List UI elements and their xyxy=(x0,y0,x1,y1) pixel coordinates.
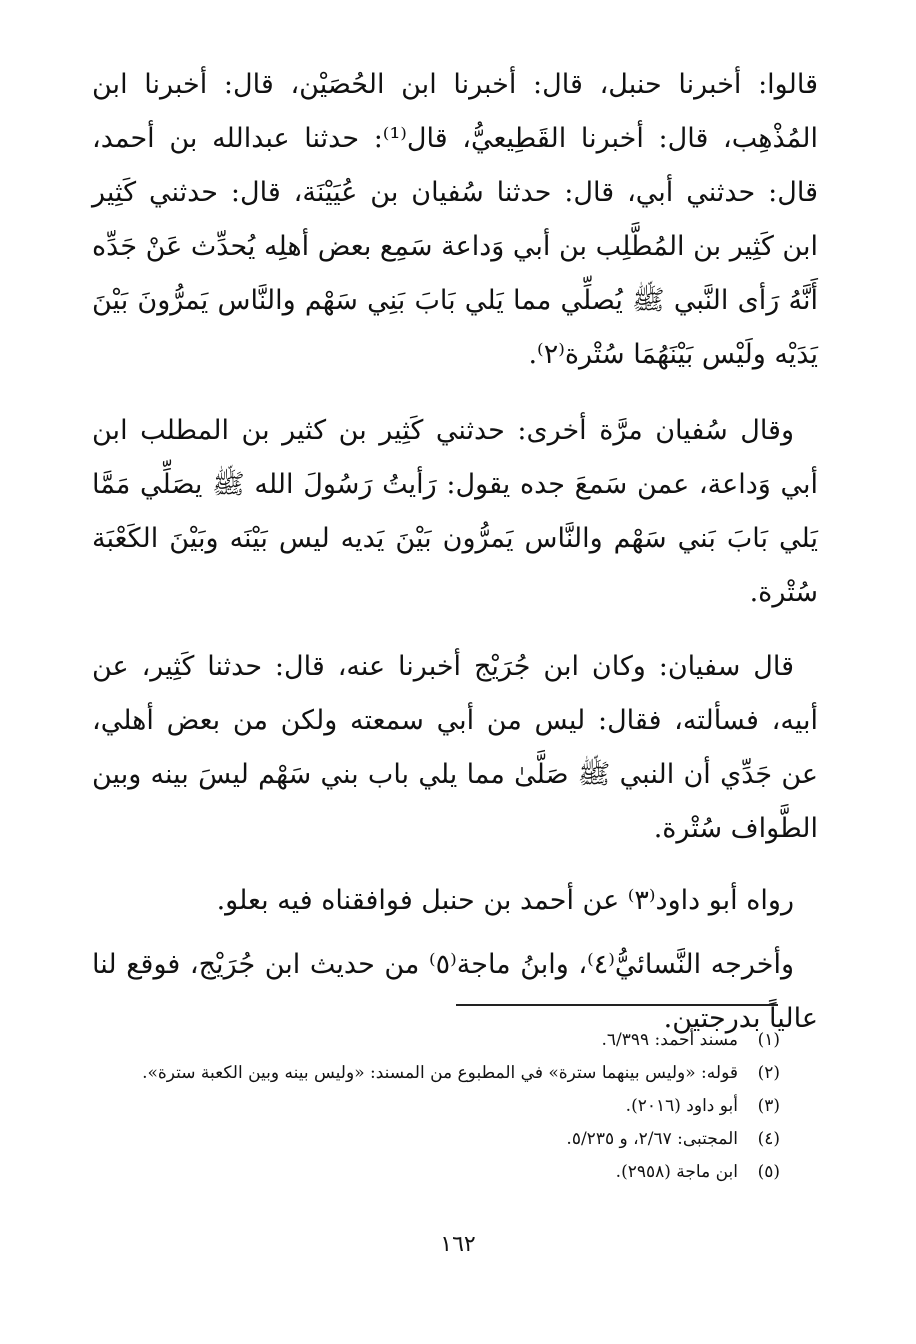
footnote-number: (٥) xyxy=(757,1162,780,1182)
footnote xyxy=(92,1156,780,1189)
paragraph-isnad: قالوا: أخبرنا حنبل، قال: أخبرنا ابن الحُصَيْن، قال: أخبرنا ابن المُذْهِب، قال: أخبرنا القَطِيعيُّ، قال⁽¹⁾: حدثنا عبدالله بن أحمد، قال: حدثني أبي، قال: حدثنا سُفيان بن عُيَيْنَة، قال: حدثني كَثِير ابن كَثِير بن المُطَّلِب بن أبي وَداعة سَمِع بعض أهلِه يُحدِّث عَنْ جَدِّه أَنَّهُ رَأى النَّبي ﷺ يُصلِّي مما يَلي بَابَ بَنِي سَهْم والنَّاس يَمرُّونَ بَيْنَ يَدَيْه ولَيْس بَيْنَهُمَا سُتْرة⁽٢⁾. xyxy=(92,69,818,370)
footnote-separator xyxy=(456,1004,778,1006)
paragraph-takhrij: وأخرجه النَّسائيُّ⁽٤⁾، وابنُ ماجة⁽٥⁾ من حديث ابن جُرَيْج، فوقع لنا عالياً بدرجتين. xyxy=(92,949,818,1034)
footnote xyxy=(92,1024,780,1057)
footnote-text: المجتبى: ٢/٦٧، و ٥/٢٣٥. xyxy=(566,1129,738,1149)
page-body xyxy=(92,58,818,1046)
paragraph-abu-dawud: رواه أبو داود⁽٣⁾ عن أحمد بن حنبل فوافقناه فيه بعلو. xyxy=(216,885,794,916)
footnote xyxy=(92,1057,780,1090)
footnote-number: (٢) xyxy=(757,1063,780,1083)
footnote xyxy=(92,1123,780,1156)
footnotes xyxy=(92,1024,780,1189)
paragraph-second-narration: وقال سُفيان مرَّة أخرى: حدثني كَثِير بن كثير بن المطلب ابن أبي وَداعة، عمن سَمعَ جده يقول: رَأيتُ رَسُولَ الله ﷺ يصَلِّي مَمَّا يَلي بَابَ بَني سَهْم والنَّاس يَمرُّون بَيْنَ يَديه ليس بَيْنَه وبَيْنَ الكَعْبَة سُتْرة. xyxy=(92,415,818,608)
page-number: ١٦٢ xyxy=(440,1232,476,1257)
footnote xyxy=(92,1090,780,1123)
footnote-text: قوله: «وليس بينهما سترة» في المطبوع من المسند: «وليس بينه وبين الكعبة سترة». xyxy=(142,1063,738,1083)
footnote-text: أبو داود (٢٠١٦). xyxy=(625,1096,738,1116)
paragraph-ibn-jurayj: قال سفيان: وكان ابن جُرَيْج أخبرنا عنه، قال: حدثنا كَثِير، عن أبيه، فسألته، فقال: ليس من أبي سمعته ولكن من بعض أهلي، عن جَدِّي أن النبي ﷺ صَلَّىٰ مما يلي باب بني سَهْم ليسَ بينه وبين الطَّواف سُتْرة. xyxy=(92,651,818,844)
footnote-number: (١) xyxy=(757,1030,780,1050)
footnote-number: (٣) xyxy=(757,1096,780,1116)
footnote-text: ابن ماجة (٢٩٥٨). xyxy=(615,1162,738,1182)
footnote-text: مسند أحمد: ٦/٣٩٩. xyxy=(601,1030,738,1050)
footnote-number: (٤) xyxy=(757,1129,780,1149)
